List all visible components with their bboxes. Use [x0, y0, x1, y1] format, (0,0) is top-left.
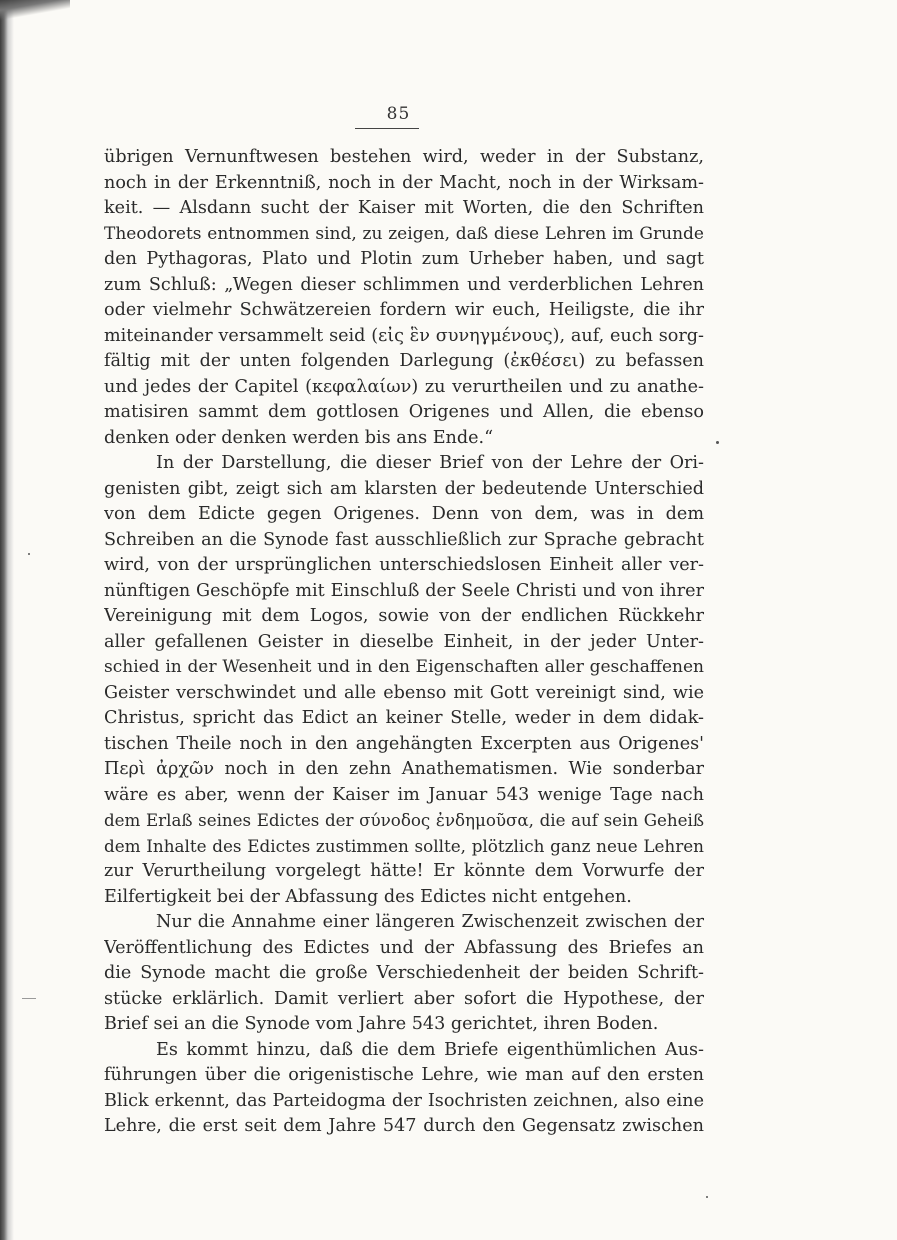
- text-line: von dem Edicte gegen Origenes. Denn von dem, was in dem: [104, 504, 704, 524]
- text-line: Veröffentlichung des Edictes und der Abfassung des Briefes an: [104, 937, 704, 958]
- text-line: Theodorets entnommen sind, zu zeigen, daß diese Lehren im Grunde: [104, 223, 704, 244]
- text-line: führungen über die origenistische Lehre, wie man auf den ersten: [104, 1065, 704, 1085]
- text-line: dem Erlaß seines Edictes der σύνοδος ἐνδημοῦσα, die auf sein Geheiß: [104, 811, 704, 830]
- text-line: aller gefallenen Geister in dieselbe Einheit, in der jeder Unter-: [104, 631, 704, 652]
- speck: [28, 553, 30, 555]
- text-line: Schreiben an die Synode fast ausschließlich zur Sprache gebracht: [104, 529, 704, 550]
- text-line: noch in der Erkenntniß, noch in der Macht, noch in der Wirksam-: [104, 172, 704, 193]
- text-line: tischen Theile noch in den angehängten Excerpten aus Origenes': [104, 733, 704, 754]
- text-line: matisiren sammt dem gottlosen Origenes und Allen, die ebenso: [104, 402, 704, 422]
- text-line: fältig mit der unten folgenden Darlegung (ἐκθέσει) zu befassen: [104, 351, 704, 371]
- speck: [716, 441, 719, 444]
- text-line: stücke erklärlich. Damit verliert aber sofort die Hypothese, der: [104, 988, 704, 1009]
- text-line: den Pythagoras, Plato und Plotin zum Urheber haben, und sagt: [104, 249, 704, 269]
- body-text: [104, 145, 704, 1140]
- page-number: 85: [386, 104, 411, 124]
- text-line: Christus, spricht das Edict an keiner Stelle, weder in dem didak-: [104, 708, 704, 728]
- text-line: Nur die Annahme einer längeren Zwischenzeit zwischen der: [156, 912, 704, 932]
- text-line: miteinander versammelt seid (εἰς ἓν συνηγμένους), auf, euch sorg-: [104, 325, 704, 346]
- speck: [706, 1196, 708, 1198]
- text-line: Blick erkennt, das Parteidogma der Isochristen zeichnen, also eine: [104, 1090, 704, 1111]
- text-line: Lehre, die erst seit dem Jahre 547 durch den Gegensatz zwischen: [104, 1116, 704, 1136]
- text-line: In der Darstellung, die dieser Brief von der Lehre der Ori-: [156, 453, 704, 473]
- text-line: keit. — Alsdann sucht der Kaiser mit Worten, die den Schriften: [104, 198, 704, 218]
- text-line: wäre es aber, wenn der Kaiser im Januar 543 wenige Tage nach: [104, 784, 704, 805]
- text-line: Brief sei an die Synode vom Jahre 543 gerichtet, ihren Boden.: [104, 1014, 659, 1034]
- text-line: und jedes der Capitel (κεφαλαίων) zu verurtheilen und zu anathe-: [104, 376, 704, 397]
- scan-edge-shadow: [0, 0, 14, 1240]
- text-line: dem Inhalte des Edictes zustimmen sollte, plötzlich ganz neue Lehren: [104, 835, 704, 856]
- text-line: zum Schluß: „Wegen dieser schlimmen und verderblichen Lehren: [104, 274, 704, 295]
- paragraph: [104, 910, 704, 1038]
- text-line: nünftigen Geschöpfe mit Einschluß der Seele Christi und von ihrer: [104, 580, 704, 601]
- text-line: Vereinigung mit dem Logos, sowie von der endlichen Rückkehr: [104, 606, 704, 626]
- margin-mark: [22, 998, 36, 999]
- text-line: genisten gibt, zeigt sich am klarsten der bedeutende Unterschied: [104, 478, 704, 499]
- paragraph: [104, 451, 704, 910]
- paragraph: [104, 1038, 704, 1140]
- text-line: Es kommt hinzu, daß die dem Briefe eigenthümlichen Aus-: [156, 1039, 704, 1060]
- text-line: zur Verurtheilung vorgelegt hätte! Er könnte dem Vorwurfe der: [104, 861, 704, 881]
- text-line: wird, von der ursprünglichen unterschiedslosen Einheit aller ver-: [104, 555, 704, 575]
- text-line: übrigen Vernunftwesen bestehen wird, weder in der Substanz,: [104, 147, 704, 167]
- text-line: Eilfertigkeit bei der Abfassung des Edictes nicht entgehen.: [104, 886, 632, 907]
- page-number-rule: [355, 128, 419, 129]
- paragraph: [104, 145, 704, 451]
- text-line: denken oder denken werden bis ans Ende.“: [104, 427, 494, 448]
- text-line: die Synode macht die große Verschiedenheit der beiden Schrift-: [104, 963, 704, 983]
- text-line: Περὶ ἀρχῶν noch in den zehn Anathematismen. Wie sonderbar: [104, 759, 704, 779]
- text-line: schied in der Wesenheit und in den Eigenschaften aller geschaffenen: [104, 657, 704, 677]
- scan-corner-shadow: [0, 0, 70, 22]
- text-line: oder vielmehr Schwätzereien fordern wir euch, Heiligste, die ihr: [104, 300, 704, 320]
- text-line: Geister verschwindet und alle ebenso mit Gott vereinigt sind, wie: [104, 682, 704, 703]
